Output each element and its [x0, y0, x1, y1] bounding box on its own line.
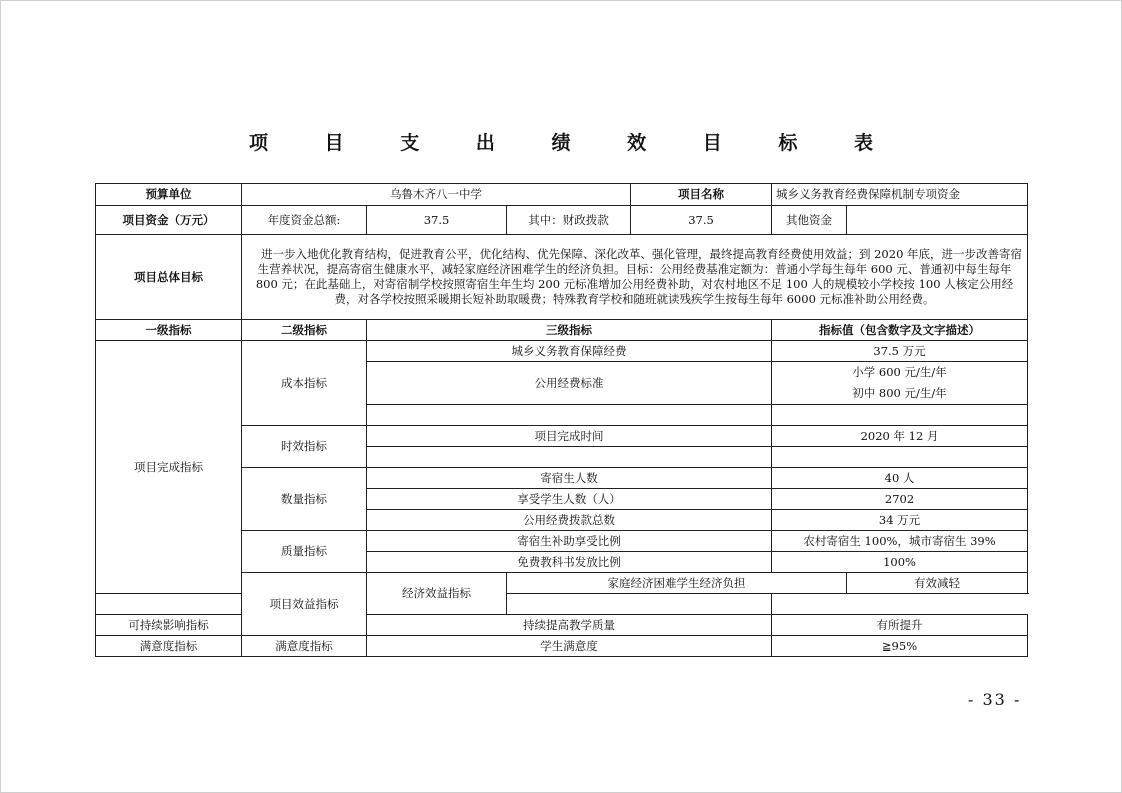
level2-sustainable: 可持续影响指标	[96, 615, 242, 636]
header-row-unit	[96, 184, 1028, 206]
table-row	[96, 341, 1028, 362]
header-row-funds	[96, 206, 1028, 235]
level1-benefit: 项目效益指标	[242, 573, 367, 636]
fiscal-label: 其中：财政拨款	[507, 206, 631, 235]
empty-cell	[772, 405, 1028, 426]
cost2-value-line1: 小学 600 元/生/年	[852, 365, 947, 379]
qual1-name: 寄宿生补助享受比例	[367, 531, 772, 552]
table-row	[96, 636, 1028, 657]
level1-satisfaction: 满意度指标	[96, 636, 242, 657]
qty1-name: 寄宿生人数	[367, 468, 772, 489]
annual-total-label: 年度资金总额:	[242, 206, 367, 235]
overall-goal-paragraph: 进一步入地优化教育结构，促进教育公平，优化结构、优先保障、深化改革、强化管理，最终提高教育经费使用效益；到 2020 年底，进一步改善寄宿生营养状况，提高寄宿生健康水平，减轻家庭经济困难学生的经济负担。目标：公用经费基准定额为：普通小学每生每年 600 元、普通初中每生每年 800 元；在此基础上，对寄宿制学校按照寄宿生年生均 200 元标准增加公用经费补助，对农村地区不足 100 人的规模较小学校按 100 人核定公用经费，对各学校按照采暖期长短补助取暖费；特殊教育学校和随班就读残疾学生按每生每年 6000 元标准补助公用经费。	[255, 247, 1023, 306]
level2-economic: 经济效益指标	[367, 573, 507, 615]
level2-quantity: 数量指标	[242, 468, 367, 531]
sust1-value: 有所提升	[772, 615, 1028, 636]
level2-timeliness: 时效指标	[242, 426, 367, 468]
other-funds-label: 其他资金	[772, 206, 847, 235]
table-row	[96, 594, 1028, 615]
qty3-value: 34 万元	[772, 510, 1028, 531]
qual2-value: 100%	[772, 552, 1028, 573]
cost1-name: 城乡义务教育保障经费	[367, 341, 772, 362]
empty-cell	[367, 405, 772, 426]
level2-quality: 质量指标	[242, 531, 367, 573]
econ1-name: 家庭经济困难学生经济负担	[507, 573, 847, 594]
econ1-value: 有效减轻	[847, 573, 1028, 594]
qual1-value: 农村寄宿生 100%，城市寄宿生 39%	[772, 531, 1028, 552]
empty-cell	[367, 447, 772, 468]
fiscal-value: 37.5	[631, 206, 772, 235]
sat1-value: ≧95%	[772, 636, 1028, 657]
budget-unit-value: 乌鲁木齐八一中学	[242, 184, 631, 206]
sat1-name: 学生满意度	[367, 636, 772, 657]
column-header-row	[96, 320, 1028, 341]
cost2-name: 公用经费标准	[367, 362, 772, 405]
qty1-value: 40 人	[772, 468, 1028, 489]
other-funds-value	[847, 206, 1028, 235]
project-name-value: 城乡义务教育经费保障机制专项资金	[772, 184, 1028, 206]
time1-name: 项目完成时间	[367, 426, 772, 447]
sust1-name: 持续提高教学质量	[367, 615, 772, 636]
qual2-name: 免费教科书发放比例	[367, 552, 772, 573]
col-level3: 三级指标	[367, 320, 772, 341]
table-row	[96, 615, 1028, 636]
level1-completion: 项目完成指标	[96, 341, 242, 594]
empty-cell	[507, 594, 772, 615]
col-level1: 一级指标	[96, 320, 242, 341]
empty-cell	[772, 447, 1028, 468]
overall-goal-row	[96, 235, 1028, 320]
budget-unit-label: 预算单位	[96, 184, 242, 206]
cost1-value: 37.5 万元	[772, 341, 1028, 362]
qty2-value: 2702	[772, 489, 1028, 510]
project-name-label: 项目名称	[631, 184, 772, 206]
cost2-value	[772, 362, 1028, 405]
qty2-name: 享受学生人数（人）	[367, 489, 772, 510]
annual-total-value: 37.5	[367, 206, 507, 235]
funds-label: 项目资金（万元）	[96, 206, 242, 235]
time1-value: 2020 年 12 月	[772, 426, 1028, 447]
col-level2: 二级指标	[242, 320, 367, 341]
col-value: 指标值（包含数字及文字描述）	[772, 320, 1028, 341]
level2-satisfaction: 满意度指标	[242, 636, 367, 657]
level2-cost: 成本指标	[242, 341, 367, 426]
page-title: 项 目 支 出 绩 效 目 标 表	[249, 132, 898, 154]
overall-goal-label: 项目总体目标	[96, 235, 242, 320]
qty3-name: 公用经费拨款总数	[367, 510, 772, 531]
overall-goal-text	[242, 235, 1028, 320]
page-number: - 33 -	[968, 690, 1022, 709]
performance-table	[95, 183, 1028, 657]
cost2-value-line2: 初中 800 元/生/年	[852, 386, 947, 400]
